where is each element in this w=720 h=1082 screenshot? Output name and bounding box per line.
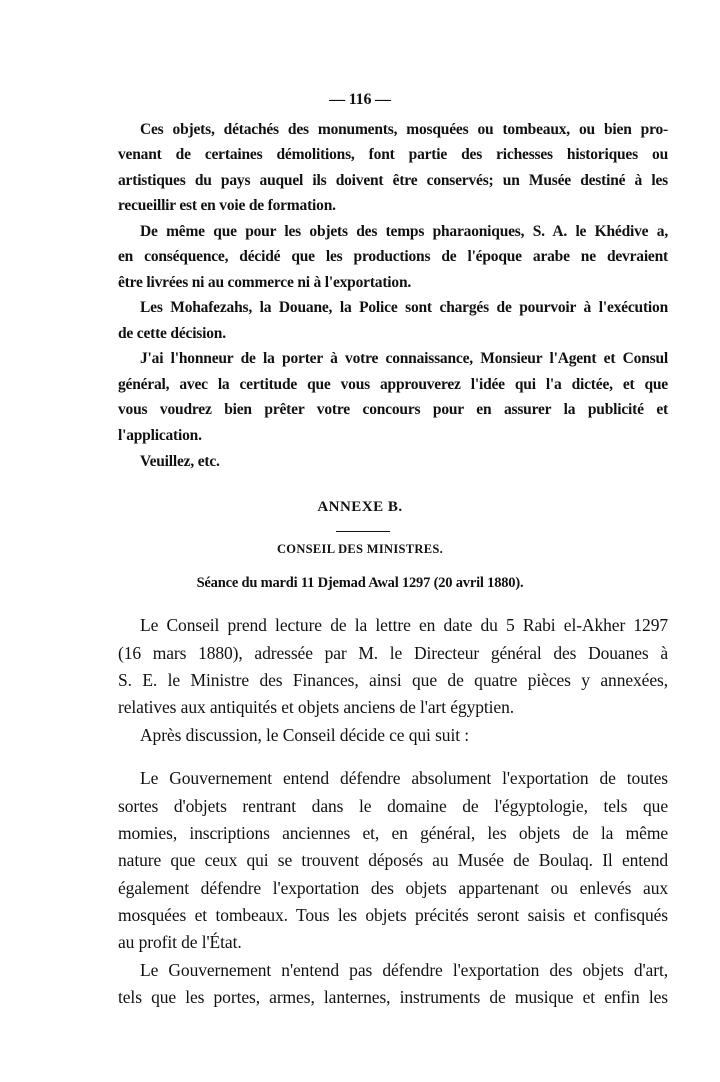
text-line: artistiques du pays auquel ils doivent être conservés; un Musée destiné à les [118, 172, 668, 189]
text-line: J'ai l'honneur de la porter à votre connaissance, Monsieur l'Agent et Consul [140, 350, 668, 367]
text-line: recueillir est en voie de formation. [118, 197, 336, 214]
annex-subtitle: CONSEIL DES MINISTRES. [276, 542, 444, 556]
text-line: Le Conseil prend lecture de la lettre en date du 5 Rabi el-Akher 1297 [140, 615, 668, 635]
text-line: en conséquence, décidé que les productions de l'époque arabe ne devraient [118, 248, 668, 265]
closing-line: Veuillez, etc. [140, 453, 220, 470]
text-line: être livrées ni au commerce ni à l'exportation. [118, 274, 412, 291]
text-line: Ces objets, détachés des monuments, mosquées ou tombeaux, ou bien pro- [140, 121, 668, 138]
text-line: Les Mohafezahs, la Douane, la Police sont chargés de pourvoir à l'exécution [140, 299, 668, 316]
annex-title: ANNEXE B. [317, 499, 403, 515]
session-heading: Séance du mardi 11 Djemad Awal 1297 (20 avril 1880). [196, 575, 524, 591]
text-line: Le Gouvernement entend défendre absolument l'exportation de toutes [140, 768, 668, 788]
text-line: l'application. [118, 427, 202, 444]
text-line: sortes d'objets rentrant dans le domaine de l'égyptologie, tels que [118, 796, 668, 816]
divider [336, 531, 390, 532]
text-line: relatives aux antiquités et objets anciens de l'art égyptien. [118, 697, 515, 717]
page-number: — 116 — [329, 91, 391, 108]
text-line: De même que pour les objets des temps pharaoniques, S. A. le Khédive a, [140, 223, 668, 240]
text-line: Après discussion, le Conseil décide ce qui suit : [140, 725, 470, 745]
text-line: mosquées et tombeaux. Tous les objets précités seront saisis et confisqués [118, 905, 668, 925]
text-line: venant de certaines démolitions, font partie des richesses historiques ou [118, 146, 668, 163]
text-line: au profit de l'État. [118, 932, 242, 952]
text-line: général, avec la certitude que vous approuverez l'idée qui l'a dictée, et que [118, 376, 668, 393]
text-line: momies, inscriptions anciennes et, en général, les objets de la même [118, 823, 668, 843]
text-line: Le Gouvernement n'entend pas défendre l'exportation des objets d'art, [140, 960, 668, 980]
text-line: de cette décision. [118, 325, 226, 342]
text-line: également défendre l'exportation des objets appartenant ou enlevés aux [118, 878, 668, 898]
text-line: vous voudrez bien prêter votre concours pour en assurer la publicité et [118, 401, 668, 418]
text-line: (16 mars 1880), adressée par M. le Directeur général des Douanes à [118, 643, 668, 663]
text-line: S. E. le Ministre des Finances, ainsi que de quatre pièces y annexées, [118, 670, 668, 690]
text-line: tels que les portes, armes, lanternes, instruments de musique et enfin les [118, 987, 668, 1007]
text-line: nature que ceux qui se trouvent déposés au Musée de Boulaq. Il entend [118, 850, 668, 870]
